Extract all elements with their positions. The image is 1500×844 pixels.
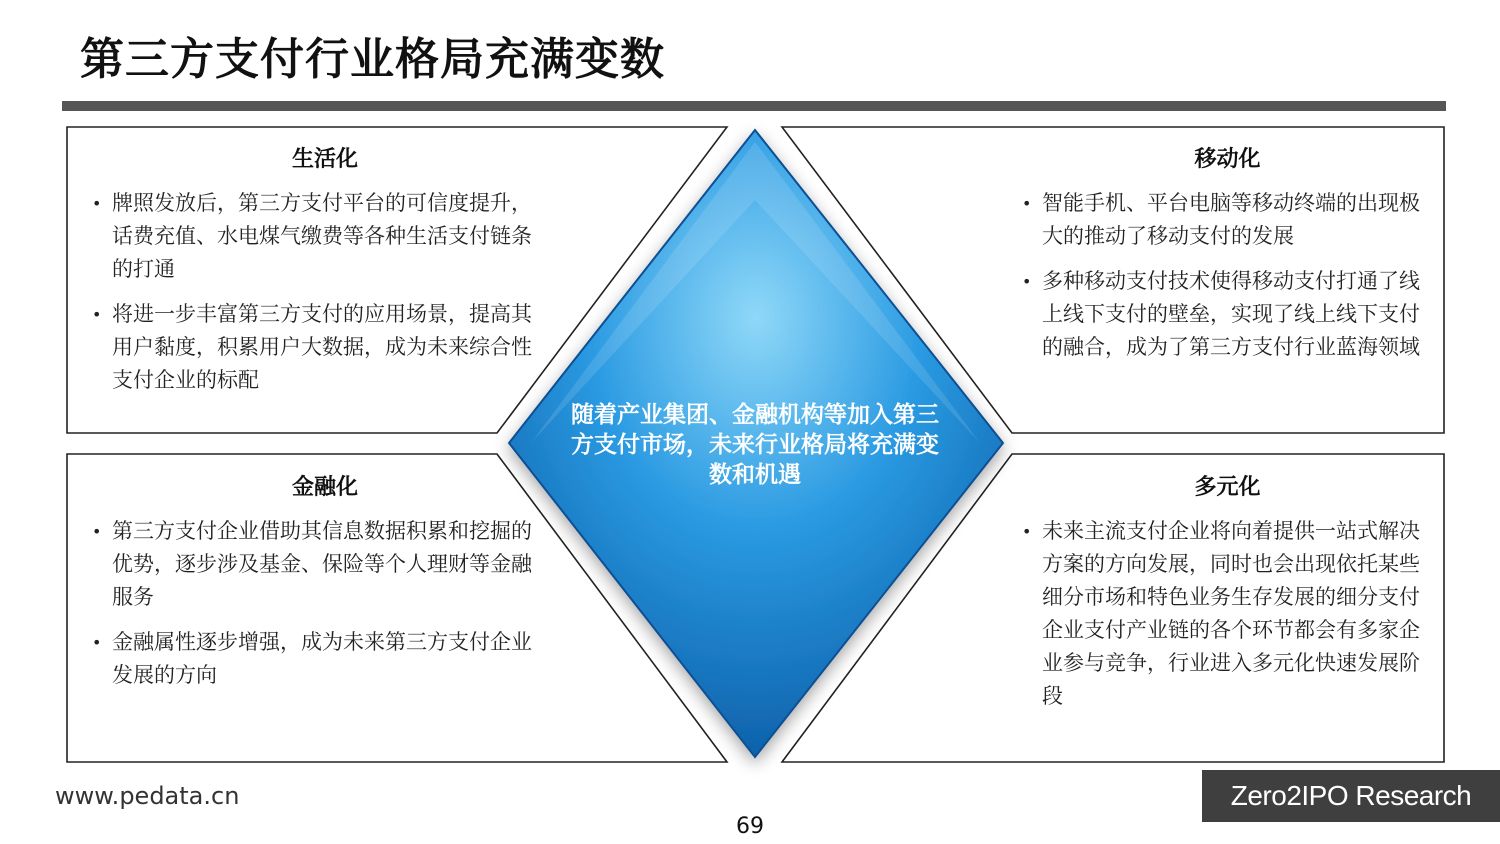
panel-top-right (1020, 142, 1435, 376)
panel-heading-mobile: 移动化 (1194, 147, 1261, 172)
footer-website-link[interactable]: www.pedata.cn (55, 782, 240, 810)
bullet-item: • 牌照发放后，第三方支付平台的可信度提升，话费充值、水电煤气缴费等各种生活支付链条的打通 (90, 187, 550, 286)
page-number: 69 (736, 814, 764, 839)
panel-bottom-right (1020, 470, 1435, 725)
panel-top-left (90, 142, 550, 409)
brand-logo: Zero2IPO Research (1202, 770, 1500, 822)
bullet-item: • 将进一步丰富第三方支付的应用场景，提高其用户黏度，积累用户大数据，成为未来综合性支付企业的标配 (90, 298, 550, 397)
center-diamond-text: 随着产业集团、金融机构等加入第三方支付市场，未来行业格局将充满变数和机遇 (571, 402, 939, 488)
panel-heading-lifestyle: 生活化 (291, 147, 358, 172)
panel-heading-diversified: 多元化 (1194, 475, 1261, 500)
bullet-item: • 第三方支付企业借助其信息数据积累和挖掘的优势，逐步涉及基金、保险等个人理财等金融服务 (90, 515, 550, 614)
panel-bottom-left (90, 470, 550, 704)
panel-heading-finance: 金融化 (291, 475, 358, 500)
bullet-item: • 未来主流支付企业将向着提供一站式解决方案的方向发展，同时也会出现依托某些细分市场和特色业务生存发展的细分支付企业支付产业链的各个环节都会有多家企业参与竞争，行业进入多元化快速发展阶段 (1020, 515, 1435, 713)
bullet-item: • 金融属性逐步增强，成为未来第三方支付企业发展的方向 (90, 626, 550, 692)
page-title: 第三方支付行业格局充满变数 (80, 34, 665, 85)
bullet-item: • 多种移动支付技术使得移动支付打通了线上线下支付的壁垒，实现了线上线下支付的融合，成为了第三方支付行业蓝海领域 (1020, 265, 1435, 364)
bullet-item: • 智能手机、平台电脑等移动终端的出现极大的推动了移动支付的发展 (1020, 187, 1435, 253)
